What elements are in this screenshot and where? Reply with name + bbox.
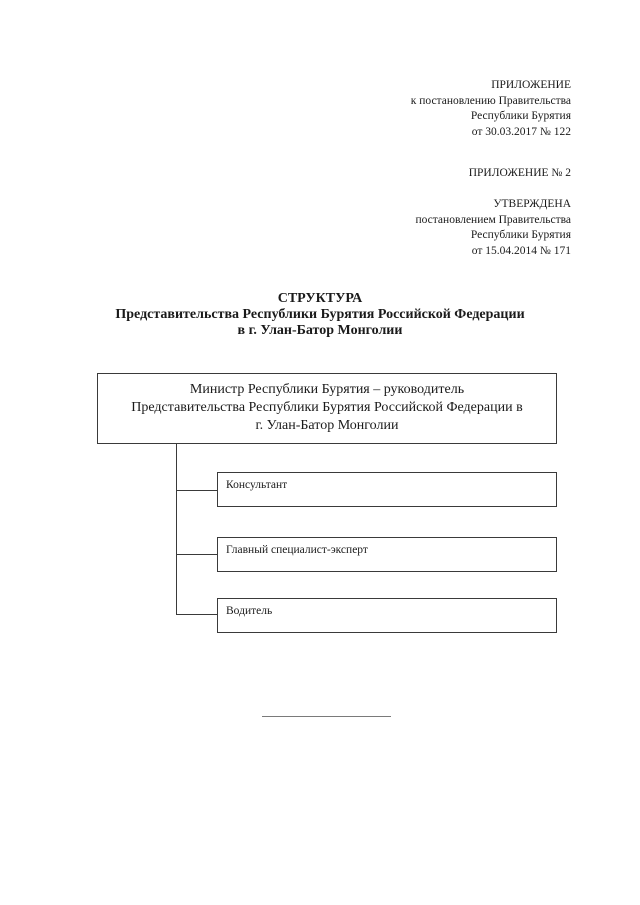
header-line: ПРИЛОЖЕНИЕ № 2 xyxy=(468,167,571,179)
title-line: Представительства Республики Бурятия Российской Федерации xyxy=(115,307,525,322)
org-head-line: Министр Республики Бурятия – руководитель xyxy=(189,382,465,397)
org-connector-vertical xyxy=(176,444,177,614)
footer-separator-line xyxy=(262,716,391,717)
org-subordinate-box-chief-specialist: Главный специалист-эксперт xyxy=(217,537,557,572)
header-line: Республики Бурятия xyxy=(470,229,571,241)
header-block-approved xyxy=(415,197,571,259)
header-line: от 30.03.2017 № 122 xyxy=(471,125,571,138)
title-line: СТРУКТУРА xyxy=(277,291,363,306)
org-connector-branch xyxy=(176,614,217,615)
org-head-line: г. Улан-Батор Монголии xyxy=(255,418,399,433)
org-connector-branch xyxy=(176,490,217,491)
title-line: в г. Улан-Батор Монголии xyxy=(237,323,403,338)
header-block-appendix-number xyxy=(469,166,571,182)
header-line: Республики Бурятия xyxy=(470,110,571,122)
header-line: постановлением Правительства xyxy=(415,213,571,226)
org-head-line: Представительства Республики Бурятия Российской Федерации в xyxy=(131,400,523,415)
org-subordinate-box-driver: Водитель xyxy=(217,598,557,633)
org-head-box xyxy=(97,373,557,444)
header-block-amendment xyxy=(411,78,571,140)
header-line: к постановлению Правительства xyxy=(410,94,571,107)
org-connector-branch xyxy=(176,554,217,555)
org-subordinate-box-consultant: Консультант xyxy=(217,472,557,507)
header-line: ПРИЛОЖЕНИЕ xyxy=(491,79,571,91)
header-line: от 15.04.2014 № 171 xyxy=(471,244,571,257)
document-title xyxy=(0,291,640,339)
header-line: УТВЕРЖДЕНА xyxy=(493,198,571,210)
